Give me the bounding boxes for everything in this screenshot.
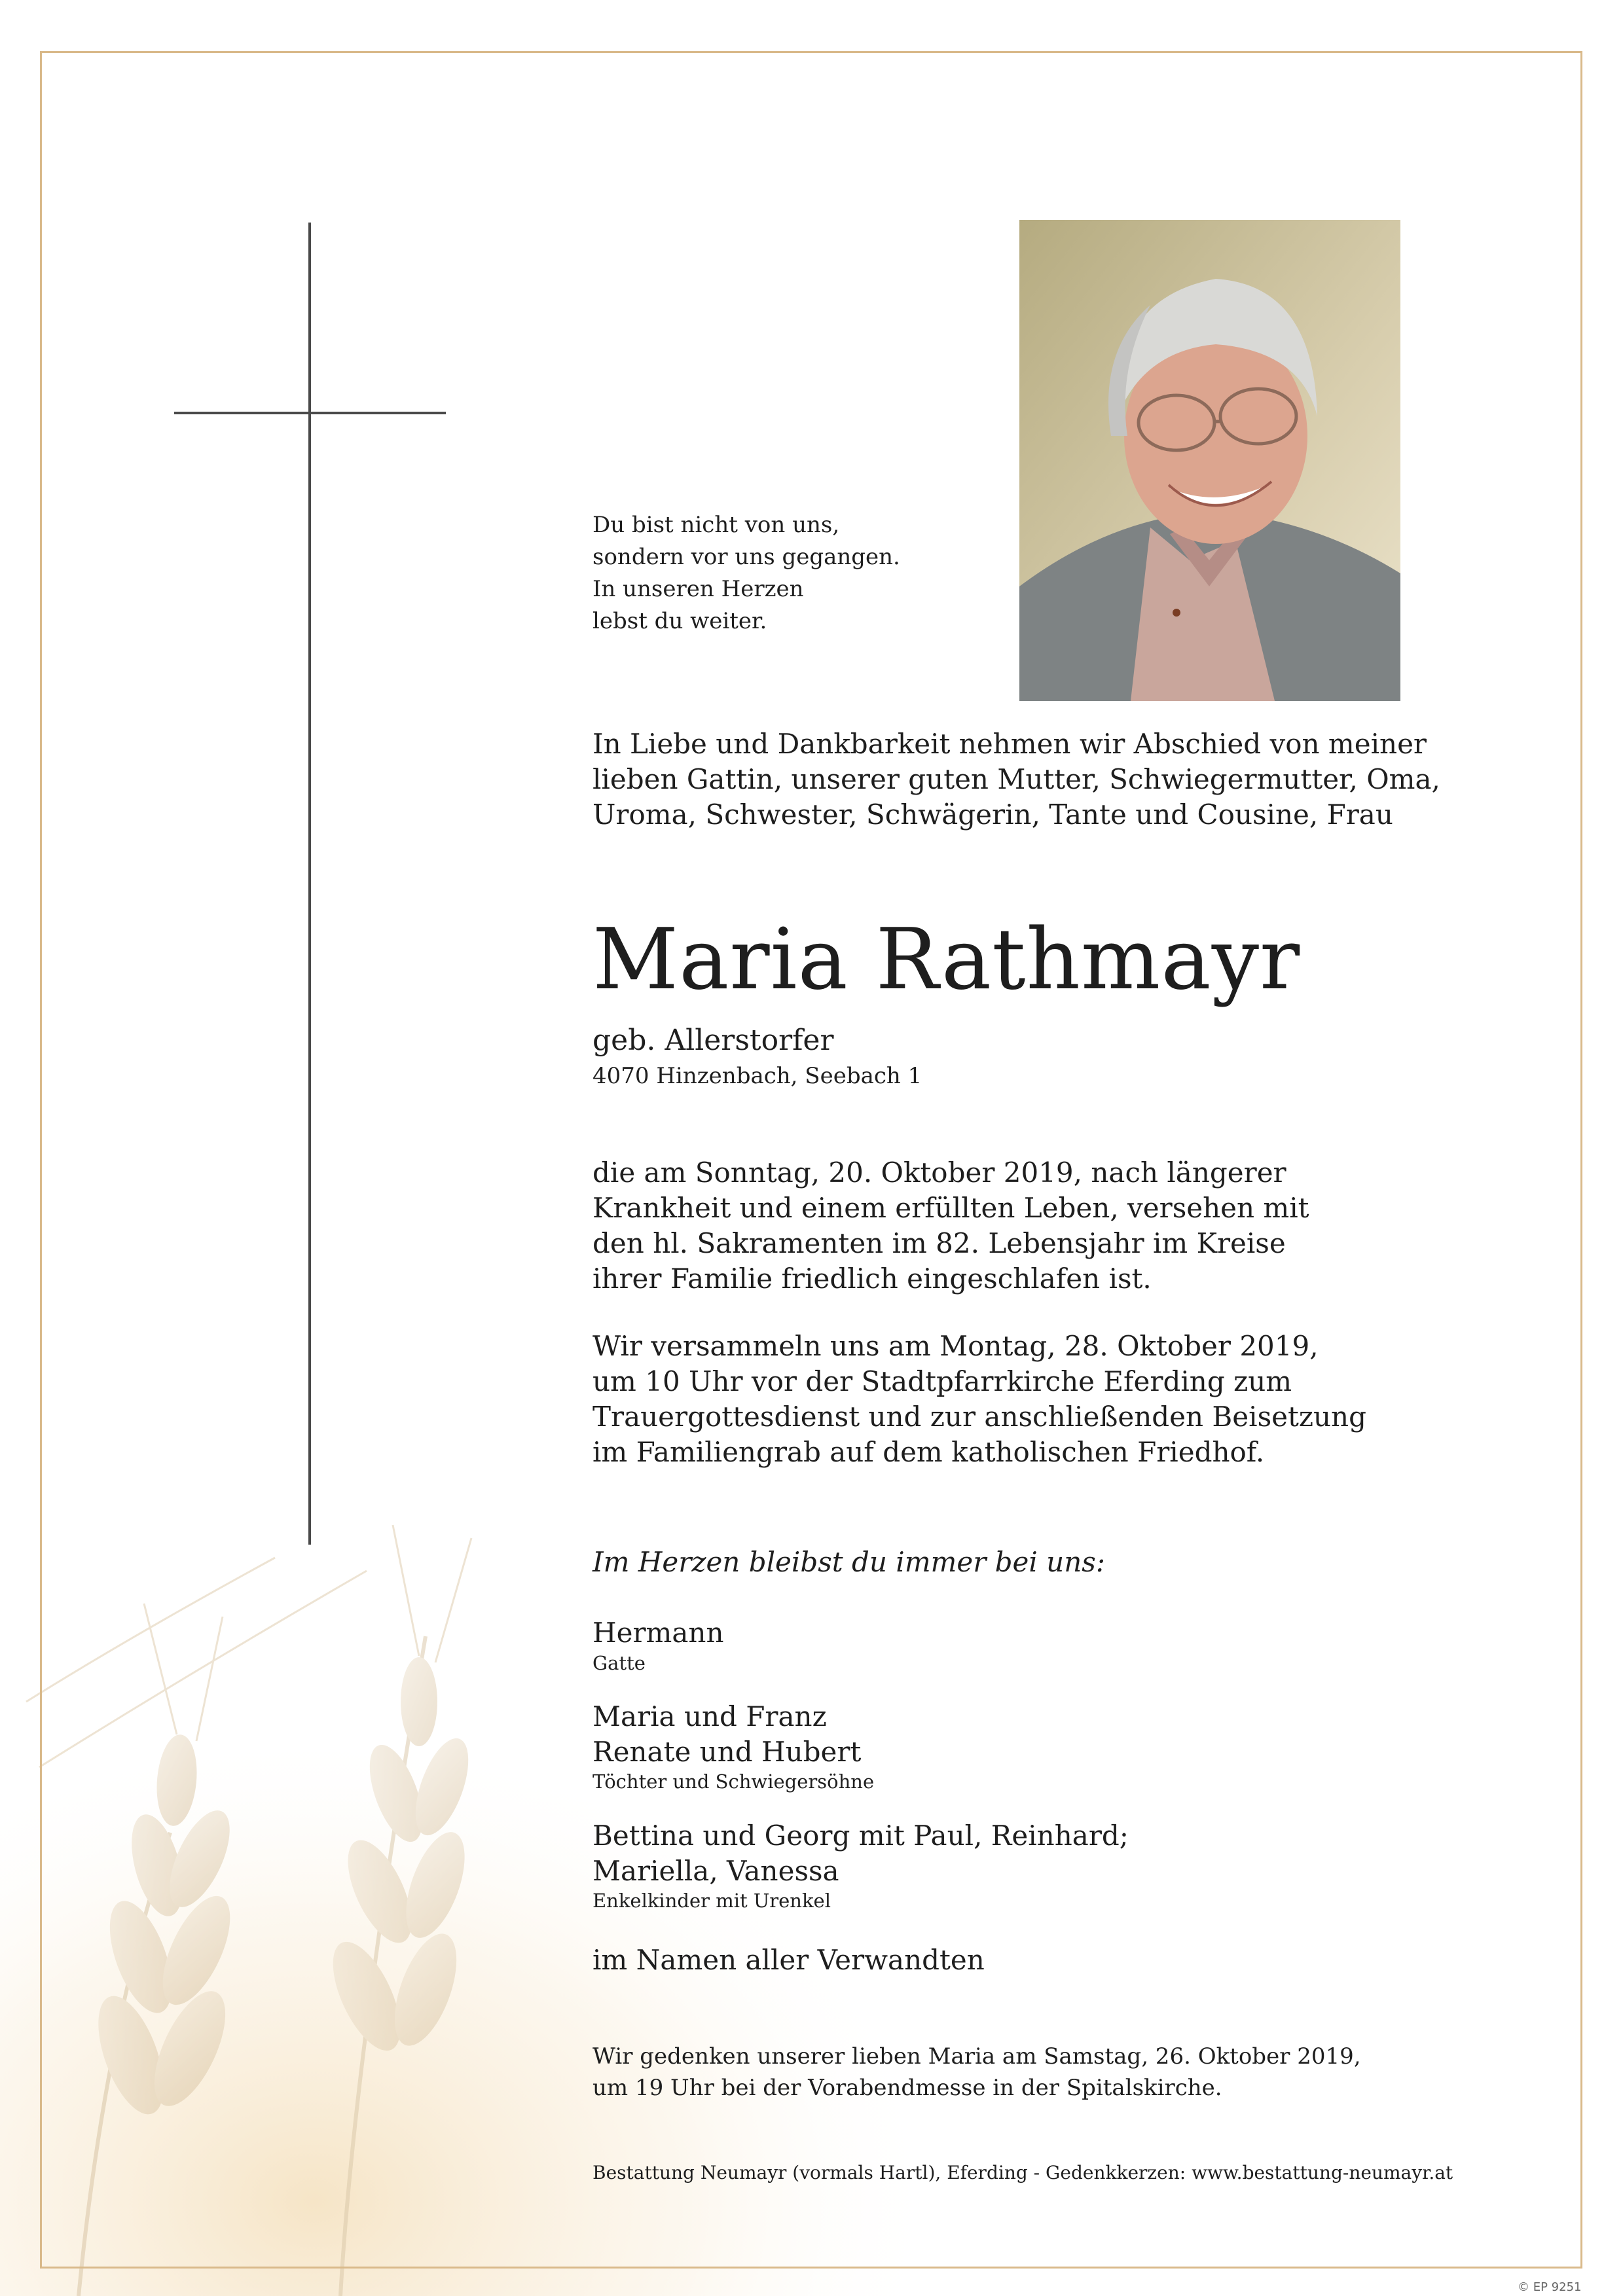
family-member: Mariella, Vanessa — [593, 1855, 839, 1887]
birth-name: geb. Allerstorfer — [593, 1024, 834, 1057]
family-role: Töchter und Schwiegersöhne — [593, 1770, 875, 1793]
family-member: Maria und Franz — [593, 1700, 827, 1732]
death-notice-line: den hl. Sakramenten im 82. Lebensjahr im Kreise — [593, 1227, 1286, 1259]
family-group-daughters — [593, 1699, 861, 1770]
intro-line: lieben Gattin, unserer guten Mutter, Schwiegermutter, Oma, — [593, 763, 1440, 795]
family-member: Hermann — [593, 1617, 724, 1649]
memorial-mass — [593, 2041, 1361, 2104]
memorial-line: Wir gedenken unserer lieben Maria am Samstag, 26. Oktober 2019, — [593, 2043, 1361, 2070]
funeral-notice-line: Trauergottesdienst und zur anschließenden Beisetzung — [593, 1401, 1366, 1433]
family-group-grandchildren — [593, 1818, 1129, 1889]
footer-undertaker: Bestattung Neumayr (vormals Hartl), Eferding - Gedenkkerzen: www.bestattung-neumayr.at — [593, 2162, 1453, 2183]
verse-line: sondern vor uns gegangen. — [593, 544, 900, 570]
funeral-notice-line: um 10 Uhr vor der Stadtpfarrkirche Eferding zum — [593, 1365, 1292, 1397]
family-member: Bettina und Georg mit Paul, Reinhard; — [593, 1820, 1129, 1852]
death-notice-line: ihrer Familie friedlich eingeschlafen ist. — [593, 1263, 1152, 1295]
verse-line: In unseren Herzen — [593, 576, 804, 602]
intro-line: Uroma, Schwester, Schwägerin, Tante und Cousine, Frau — [593, 798, 1393, 831]
motto: Im Herzen bleibst du immer bei uns: — [593, 1546, 1105, 1578]
cross-vertical-bar — [308, 223, 311, 1545]
family-role: Enkelkinder mit Urenkel — [593, 1890, 831, 1912]
death-notice-line: die am Sonntag, 20. Oktober 2019, nach längerer — [593, 1157, 1286, 1189]
memorial-line: um 19 Uhr bei der Vorabendmesse in der Spitalskirche. — [593, 2075, 1222, 2101]
funeral-notice-line: Wir versammeln uns am Montag, 28. Oktober 2019, — [593, 1330, 1319, 1362]
intro-line: In Liebe und Dankbarkeit nehmen wir Abschied von meiner — [593, 728, 1427, 760]
death-notice-line: Krankheit und einem erfüllten Leben, versehen mit — [593, 1192, 1309, 1224]
portrait-photo — [1019, 220, 1400, 701]
death-notice — [593, 1155, 1309, 1297]
verse-line: Du bist nicht von uns, — [593, 512, 840, 538]
address: 4070 Hinzenbach, Seebach 1 — [593, 1063, 922, 1089]
funeral-notice — [593, 1329, 1366, 1470]
verse-line: lebst du weiter. — [593, 608, 767, 634]
family-member: Renate und Hubert — [593, 1736, 862, 1768]
cross-horizontal-bar — [174, 412, 446, 414]
family-group-spouse — [593, 1615, 724, 1651]
deceased-name: Maria Rathmayr — [593, 911, 1301, 1009]
template-code: © EP 9251 — [1518, 2280, 1582, 2294]
closing-line: im Namen aller Verwandten — [593, 1944, 985, 1976]
family-role: Gatte — [593, 1652, 646, 1674]
verse — [593, 509, 900, 637]
funeral-notice-line: im Familiengrab auf dem katholischen Friedhof. — [593, 1436, 1265, 1468]
intro-text — [593, 726, 1440, 833]
